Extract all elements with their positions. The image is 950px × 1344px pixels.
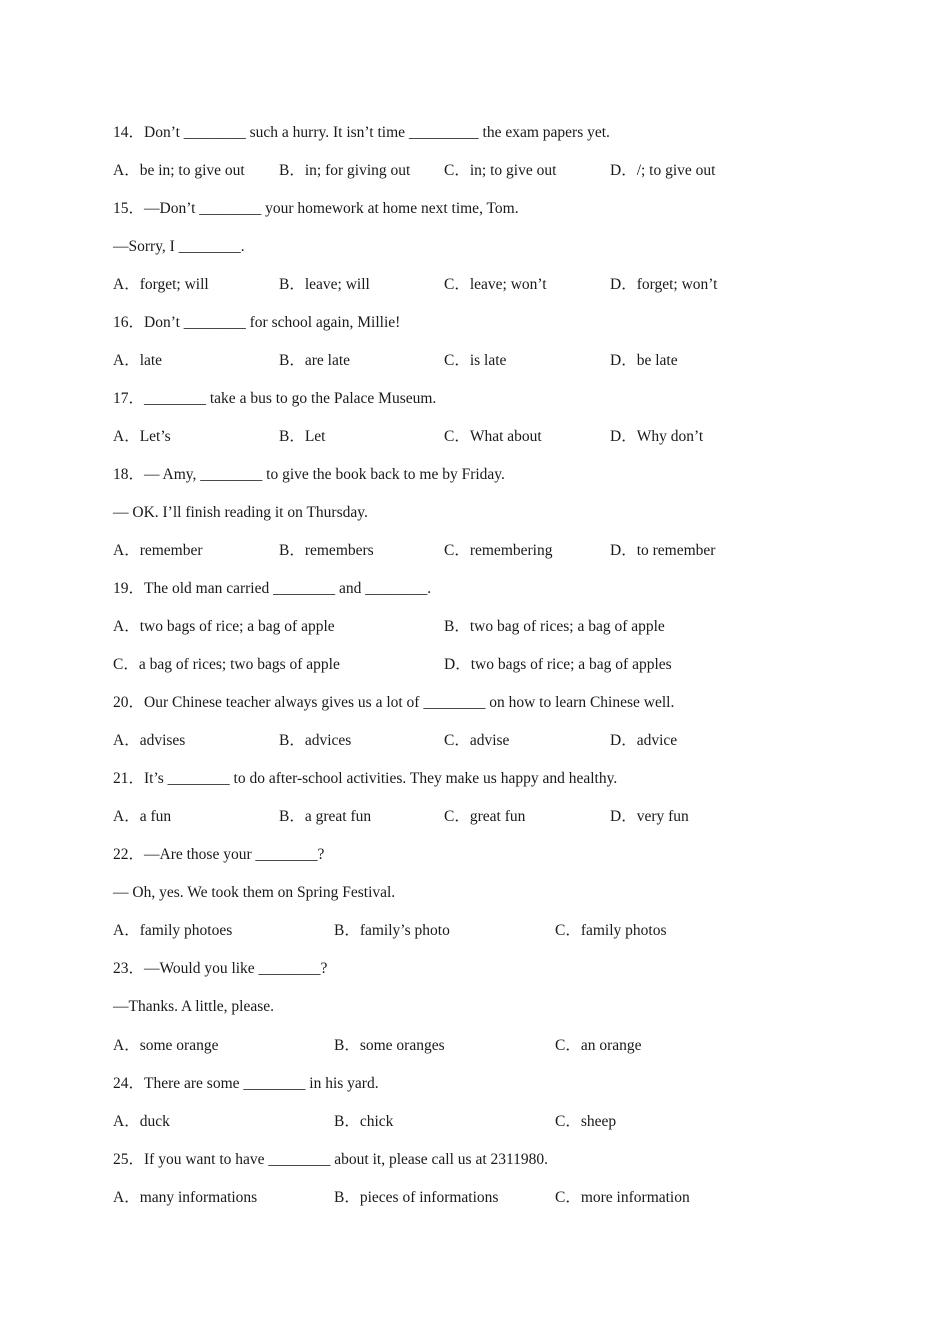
question-18-reply: — OK. I’ll finish reading it on Thursday. xyxy=(113,504,368,521)
question-22-reply: — Oh, yes. We took them on Spring Festival. xyxy=(113,884,396,901)
question-24-option-a: A．duck xyxy=(113,1113,170,1130)
question-22-option-a: A．family photoes xyxy=(113,922,233,939)
question-20-option-b: B．advices xyxy=(279,732,352,749)
question-20-option-d: D．advice xyxy=(610,732,678,749)
question-25-stem: 25．If you want to have ________ about it, please call us at 2311980. xyxy=(113,1151,549,1168)
question-18-option-a: A．remember xyxy=(113,542,203,559)
question-16-option-c: C．is late xyxy=(444,352,507,369)
question-15-option-b: B．leave; will xyxy=(279,276,370,293)
question-18-stem: 18．— Amy, ________ to give the book back to me by Friday. xyxy=(113,466,505,483)
question-19-option-a: A．two bags of rice; a bag of apple xyxy=(113,618,335,635)
question-14-option-c: C．in; to give out xyxy=(444,162,557,179)
question-15-option-d: D．forget; won’t xyxy=(610,276,718,293)
question-15-reply: —Sorry, I ________. xyxy=(113,238,245,255)
question-21-option-c: C．great fun xyxy=(444,808,526,825)
question-21-option-b: B．a great fun xyxy=(279,808,372,825)
question-25-option-c: C．more information xyxy=(555,1189,690,1206)
question-23-option-c: C．an orange xyxy=(555,1037,642,1054)
question-17-option-d: D．Why don’t xyxy=(610,428,704,445)
question-19-option-b: B．two bag of rices; a bag of apple xyxy=(444,618,665,635)
question-22-option-c: C．family photos xyxy=(555,922,667,939)
question-19-option-c: C．a bag of rices; two bags of apple xyxy=(113,656,340,673)
question-20-stem: 20．Our Chinese teacher always gives us a lot of ________ on how to learn Chinese well. xyxy=(113,694,675,711)
question-15-stem: 15．—Don’t ________ your homework at home next time, Tom. xyxy=(113,200,519,217)
question-16-option-b: B．are late xyxy=(279,352,351,369)
question-23-stem: 23．—Would you like ________? xyxy=(113,960,328,977)
question-20-option-a: A．advises xyxy=(113,732,186,749)
question-17-stem: 17．________ take a bus to go the Palace Museum. xyxy=(113,390,437,407)
question-14-option-d: D．/; to give out xyxy=(610,162,716,179)
question-17-option-a: A．Let’s xyxy=(113,428,171,445)
question-21-option-a: A．a fun xyxy=(113,808,172,825)
question-23-option-a: A．some orange xyxy=(113,1037,219,1054)
question-21-option-d: D．very fun xyxy=(610,808,689,825)
question-25-option-b: B．pieces of informations xyxy=(334,1189,499,1206)
question-14-option-a: A．be in; to give out xyxy=(113,162,245,179)
question-18-option-b: B．remembers xyxy=(279,542,374,559)
question-22-stem: 22．—Are those your ________? xyxy=(113,846,325,863)
question-15-option-a: A．forget; will xyxy=(113,276,209,293)
question-14-stem: 14．Don’t ________ such a hurry. It isn’t time _________ the exam papers yet. xyxy=(113,124,610,141)
question-23-option-b: B．some oranges xyxy=(334,1037,445,1054)
question-16-option-d: D．be late xyxy=(610,352,678,369)
question-21-stem: 21．It’s ________ to do after-school activities. They make us happy and healthy. xyxy=(113,770,618,787)
question-17-option-b: B．Let xyxy=(279,428,326,445)
question-20-option-c: C．advise xyxy=(444,732,510,749)
question-19-stem: 19．The old man carried ________ and ________. xyxy=(113,580,432,597)
question-15-option-c: C．leave; won’t xyxy=(444,276,547,293)
question-24-option-b: B．chick xyxy=(334,1113,394,1130)
question-22-option-b: B．family’s photo xyxy=(334,922,450,939)
question-24-stem: 24．There are some ________ in his yard. xyxy=(113,1075,379,1092)
question-24-option-c: C．sheep xyxy=(555,1113,617,1130)
question-17-option-c: C．What about xyxy=(444,428,542,445)
question-23-reply: —Thanks. A little, please. xyxy=(113,998,275,1015)
question-19-option-d: D．two bags of rice; a bag of apples xyxy=(444,656,672,673)
question-16-option-a: A．late xyxy=(113,352,163,369)
question-18-option-c: C．remembering xyxy=(444,542,553,559)
question-14-option-b: B．in; for giving out xyxy=(279,162,411,179)
question-16-stem: 16．Don’t ________ for school again, Millie! xyxy=(113,314,401,331)
question-25-option-a: A．many informations xyxy=(113,1189,258,1206)
question-18-option-d: D．to remember xyxy=(610,542,716,559)
